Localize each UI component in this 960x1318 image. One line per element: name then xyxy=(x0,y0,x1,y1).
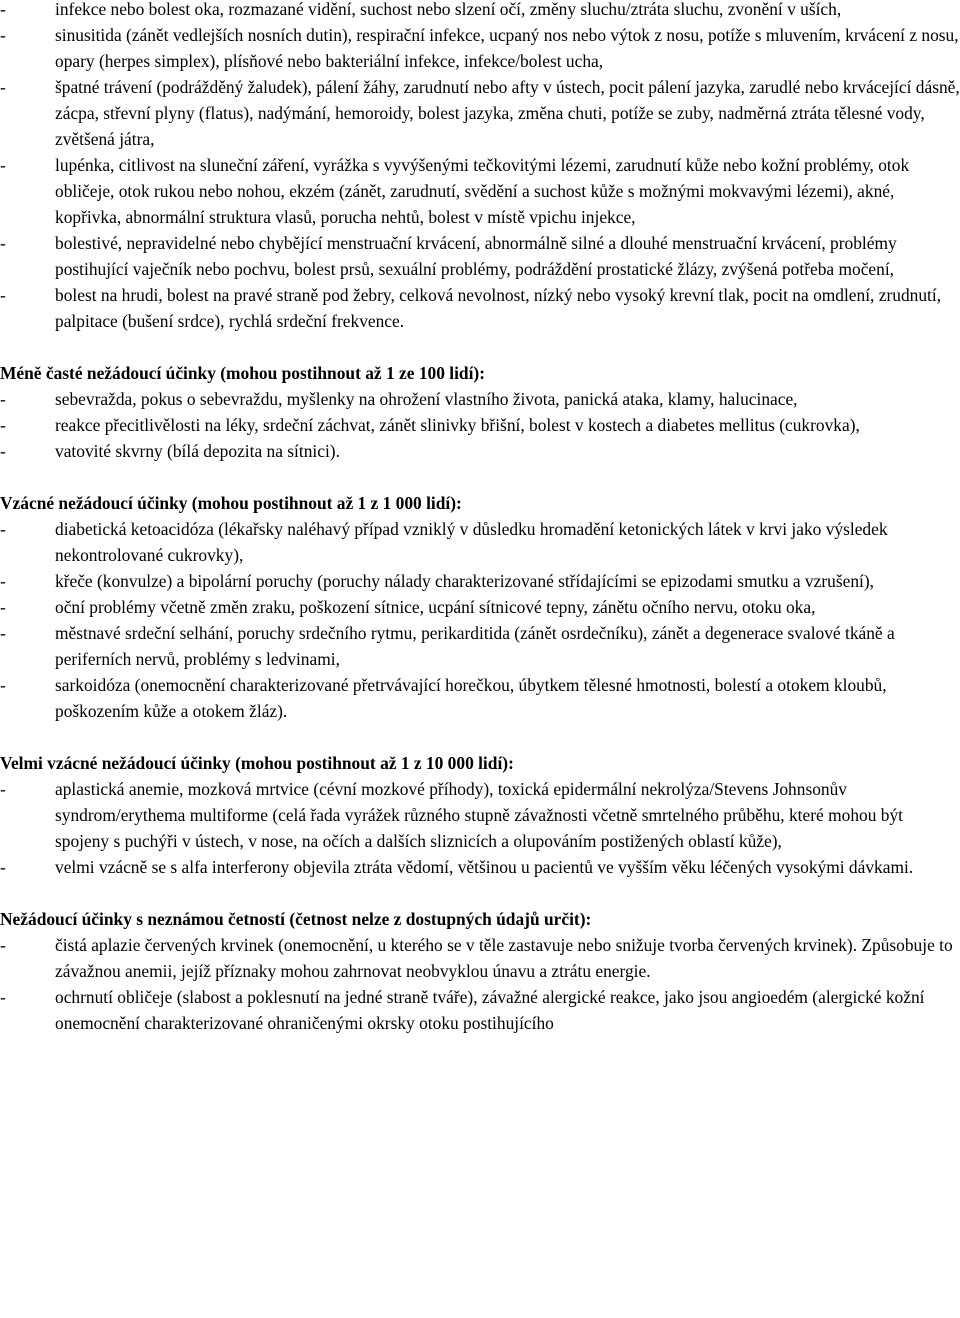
list-item xyxy=(0,282,960,334)
list-item xyxy=(0,412,960,438)
list-item-text: infekce nebo bolest oka, rozmazané vidění, suchost nebo slzení očí, změny sluchu/ztráta sluchu, zvonění v uších, xyxy=(55,0,842,19)
bullet-dash: - xyxy=(0,519,6,539)
list-item-text: sebevražda, pokus o sebevraždu, myšlenky na ohrožení vlastního života, panická ataka, klamy, halucinace, xyxy=(55,389,798,409)
list-item xyxy=(0,22,960,74)
section-uncommon xyxy=(0,360,960,464)
list-item-text: diabetická ketoacidóza (lékařsky naléhavý případ vzniklý v důsledku hromadění ketonických látek v krvi jako výsledek nekontrolované cukrovky), xyxy=(55,519,888,565)
list-item-text: špatné trávení (podrážděný žaludek), pálení žáhy, zarudnutí nebo afty v ústech, pocit pálení jazyka, zarudlé nebo krvácející dásně, zácpa, střevní plyny (flatus), nadýmání, hemoroidy, bolest jazyka, změna chuti, potíže se zuby, nadměrná ztráta tělesné vody, zvětšená játra, xyxy=(55,77,960,149)
list-item xyxy=(0,776,960,854)
list-item xyxy=(0,230,960,282)
bullet-dash: - xyxy=(0,441,6,461)
section-rare xyxy=(0,490,960,724)
bullet-dash: - xyxy=(0,571,6,591)
list-item-text: bolest na hrudi, bolest na pravé straně pod žebry, celková nevolnost, nízký nebo vysoký krevní tlak, pocit na omdlení, zrudnutí, palpitace (bušení srdce), rychlá srdeční frekvence. xyxy=(55,285,942,331)
bullet-dash: - xyxy=(0,155,6,175)
list-item-text: aplastická anemie, mozková mrtvice (cévní mozkové příhody), toxická epidermální nekrolýza/Stevens Johnsonův syndrom/erythema multiforme (celá řada vyrážek různého stupně závažnosti včetně smrtelného průběhu, které mohou být spojeny s puchýři v ústech, v nose, na očích a dalších sliznicích a olupováním postižených oblastí kůže), xyxy=(55,779,903,851)
list-item-text: reakce přecitlivělosti na léky, srdeční záchvat, zánět slinivky břišní, bolest v kostech a diabetes mellitus (cukrovka), xyxy=(55,415,860,435)
section-heading: Méně časté nežádoucí účinky (mohou postihnout až 1 ze 100 lidí): xyxy=(0,363,486,383)
list-item-text: vatovité skvrny (bílá depozita na sítnici). xyxy=(55,441,340,461)
list-item-text: sinusitida (zánět vedlejších nosních dutin), respirační infekce, ucpaný nos nebo výtok z nosu, potíže s mluvením, krvácení z nosu, opary (herpes simplex), plísňové nebo bakteriální infekce, infekce/bolest ucha, xyxy=(55,25,959,71)
bullet-dash: - xyxy=(0,77,6,97)
list-item xyxy=(0,620,960,672)
bullet-dash: - xyxy=(0,233,6,253)
list-item-text: ochrnutí obličeje (slabost a poklesnutí na jedné straně tváře), závažné alergické reakce, jako jsou angioedém (alergické kožní onemocnění charakterizované ohraničenými okrsky otoku postihujícího xyxy=(55,987,925,1033)
list-item-text: sarkoidóza (onemocnění charakterizované přetrvávající horečkou, úbytkem tělesné hmotnosti, bolestí a otokem kloubů, poškozením kůže a otokem žláz). xyxy=(55,675,887,721)
list-item xyxy=(0,568,960,594)
bullet-dash: - xyxy=(0,597,6,617)
list-item-text: lupénka, citlivost na sluneční záření, vyrážka s vyvýšenými tečkovitými lézemi, zarudnutí kůže nebo kožní problémy, otok obličeje, otok rukou nebo nohou, ekzém (zánět, zarudnutí, svědění a suchost kůže s možnými mokvavými lézemi), akné, kopřivka, abnormální struktura vlasů, porucha nehtů, bolest v místě vpichu injekce, xyxy=(55,155,910,227)
list-item xyxy=(0,516,960,568)
list-item xyxy=(0,438,960,464)
bullet-dash: - xyxy=(0,857,6,877)
section-unknown-frequency xyxy=(0,906,960,1036)
list-item xyxy=(0,594,960,620)
list-item xyxy=(0,386,960,412)
bullet-dash: - xyxy=(0,25,6,45)
bullet-dash: - xyxy=(0,415,6,435)
list-item-text: velmi vzácně se s alfa interferony objevila ztráta vědomí, většinou u pacientů ve vyšším věku léčených vysokými dávkami. xyxy=(55,857,914,877)
list-item-text: oční problémy včetně změn zraku, poškození sítnice, ucpání sítnicové tepny, zánětu očního nervu, otoku oka, xyxy=(55,597,816,617)
list-item xyxy=(0,854,960,880)
list-item-text: křeče (konvulze) a bipolární poruchy (poruchy nálady charakterizované střídajícími se epizodami smutku a vzrušení), xyxy=(55,571,874,591)
bullet-dash: - xyxy=(0,779,6,799)
bullet-dash: - xyxy=(0,623,6,643)
list-item xyxy=(0,0,960,22)
list-item xyxy=(0,74,960,152)
bullet-dash: - xyxy=(0,935,6,955)
section-common-continued xyxy=(0,0,960,334)
list-item xyxy=(0,984,960,1036)
section-heading: Nežádoucí účinky s neznámou četností (četnost nelze z dostupných údajů určit): xyxy=(0,909,592,929)
list-item xyxy=(0,152,960,230)
bullet-dash: - xyxy=(0,0,6,19)
bullet-dash: - xyxy=(0,675,6,695)
bullet-dash: - xyxy=(0,285,6,305)
list-item xyxy=(0,672,960,724)
list-item xyxy=(0,932,960,984)
section-heading: Velmi vzácné nežádoucí účinky (mohou postihnout až 1 z 10 000 lidí): xyxy=(0,753,514,773)
list-item-text: bolestivé, nepravidelné nebo chybějící menstruační krvácení, abnormálně silné a dlouhé menstruační krvácení, problémy postihující vaječník nebo pochvu, bolest prsů, sexuální problémy, podráždění prostatické žlázy, zvýšená potřeba močení, xyxy=(55,233,897,279)
section-very-rare xyxy=(0,750,960,880)
section-heading: Vzácné nežádoucí účinky (mohou postihnout až 1 z 1 000 lidí): xyxy=(0,493,462,513)
bullet-dash: - xyxy=(0,987,6,1007)
list-item-text: čistá aplazie červených krvinek (onemocnění, u kterého se v těle zastavuje nebo snižuje tvorba červených krvinek). Způsobuje to závažnou anemii, jejíž příznaky mohou zahrnovat neobvyklou únavu a ztrátu energie. xyxy=(55,935,953,981)
bullet-dash: - xyxy=(0,389,6,409)
list-item-text: městnavé srdeční selhání, poruchy srdečního rytmu, perikarditida (zánět osrdečníku), zánět a degenerace svalové tkáně a periferních nervů, problémy s ledvinami, xyxy=(55,623,895,669)
